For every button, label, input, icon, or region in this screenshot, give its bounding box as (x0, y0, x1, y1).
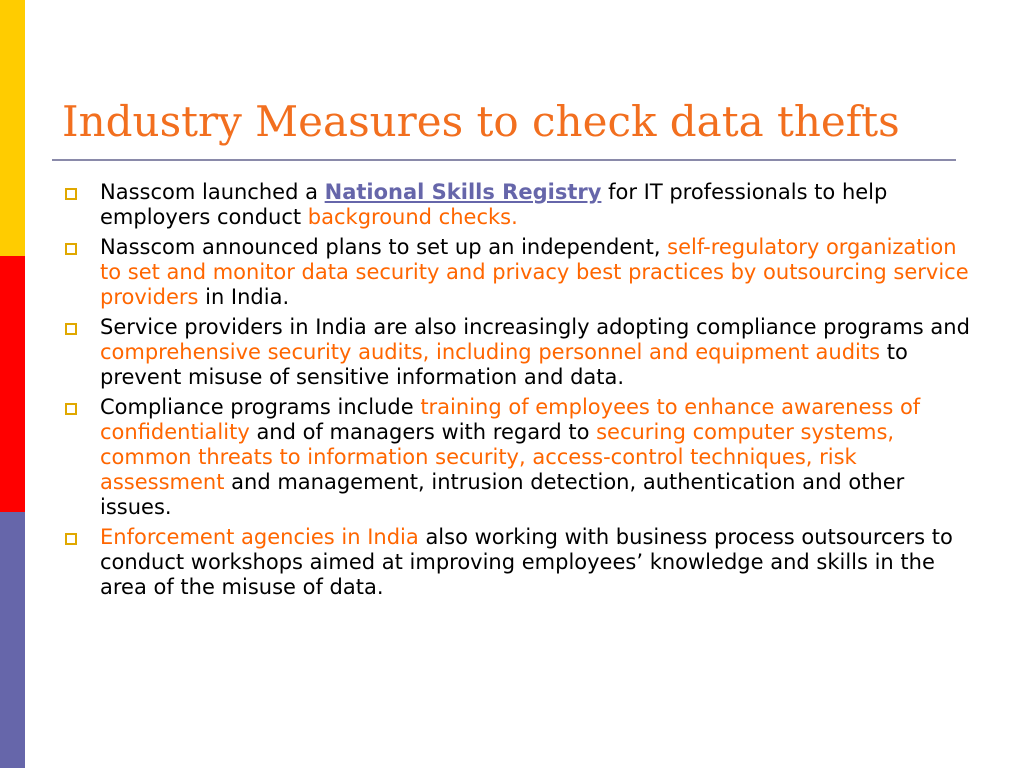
text-segment: also working with business process outsourcers to conduct workshops aimed at improving employees’ knowledge and skills in the area of the misuse of data. (100, 525, 953, 599)
text-segment: Service providers in India are also increasingly adopting compliance programs and (100, 315, 970, 339)
bullet-text (100, 395, 920, 519)
text-segment: in India. (198, 285, 290, 309)
square-bullet-icon (65, 533, 77, 545)
square-bullet-icon (65, 323, 77, 335)
slide-title: Industry Measures to check data thefts (62, 97, 900, 146)
square-bullet-icon (65, 403, 77, 415)
text-segment: and of managers with regard to (249, 420, 597, 444)
title-divider (52, 159, 956, 161)
national-skills-registry-link[interactable]: National Skills Registry (324, 180, 602, 204)
highlighted-text: training of employees to enhance awareness of confidentiality (100, 395, 921, 444)
highlighted-text: background checks. (307, 205, 518, 229)
square-bullet-icon (65, 243, 77, 255)
bullet-item (65, 395, 970, 520)
bullet-list (65, 180, 970, 605)
text-segment: Nasscom announced plans to set up an independent, (100, 235, 668, 259)
bullet-text (100, 525, 953, 599)
bullet-text (100, 180, 887, 229)
bullet-text (100, 315, 970, 389)
highlighted-text: Enforcement agencies in India (100, 525, 419, 549)
text-segment: to prevent misuse of sensitive information and data. (100, 340, 908, 389)
text-segment: Compliance programs include (100, 395, 421, 419)
text-segment: for IT professionals to help employers conduct (100, 180, 888, 229)
accent-bar-blue (0, 512, 25, 768)
highlighted-text: comprehensive security audits, including personnel and equipment audits (100, 340, 881, 364)
text-segment: Nasscom launched a (100, 180, 325, 204)
bullet-item (65, 235, 970, 310)
text-segment: and management, intrusion detection, authentication and other issues. (100, 470, 905, 519)
bullet-item (65, 315, 970, 390)
bullet-item (65, 525, 970, 600)
accent-bar-yellow (0, 0, 25, 256)
bullet-item (65, 180, 970, 230)
highlighted-text: self-regulatory organization to set and monitor data security and privacy best practices by outsourcing service providers (100, 235, 969, 309)
bullet-text (100, 235, 969, 309)
square-bullet-icon (65, 188, 77, 200)
highlighted-text: securing computer systems, common threats to information security, access-control techniques, risk assessment (100, 420, 895, 494)
accent-bar-red (0, 256, 25, 512)
